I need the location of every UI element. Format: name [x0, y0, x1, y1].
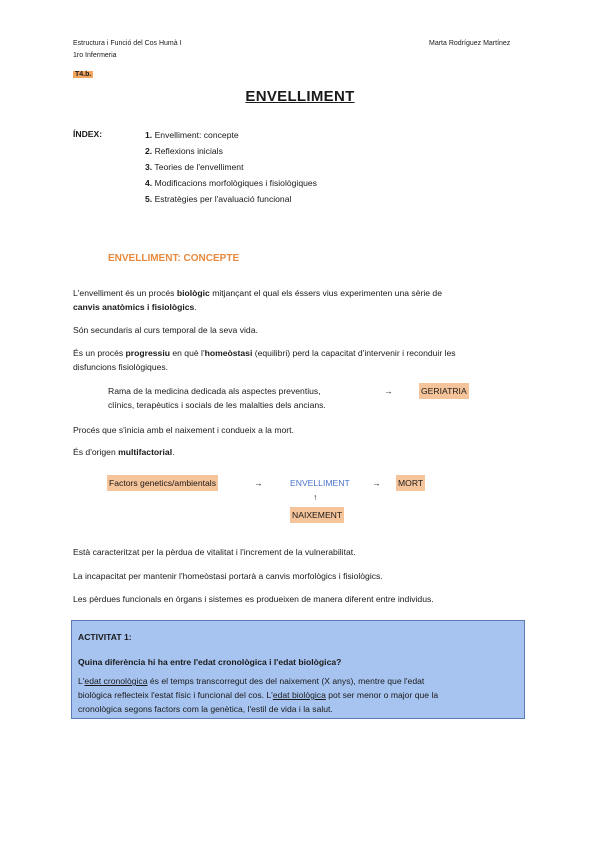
- text-run: en què l': [169, 348, 205, 358]
- index-label: ÍNDEX:: [73, 129, 103, 139]
- activity-answer: [78, 674, 518, 716]
- paragraph-definition: [73, 286, 533, 314]
- text-run: disfuncions fisiològiques.: [73, 362, 169, 372]
- index-text: Modificacions morfològiques i fisiològiques: [154, 178, 317, 188]
- index-item: [145, 127, 317, 143]
- index-item: [145, 143, 317, 159]
- activity-box: [71, 620, 525, 719]
- geriatria-definition: [108, 384, 358, 412]
- text-run: (equilibri) perd la capacitat d'intervenir i reconduir les: [252, 348, 456, 358]
- text-underlined: edat cronològica: [84, 676, 148, 686]
- arrow-up-icon: ↑: [313, 492, 318, 502]
- text-run: biològica reflecteix l'estat físic i funcional del cos. L': [78, 690, 273, 700]
- flow-mort: MORT: [396, 475, 425, 491]
- text-run: L'envelliment és un procés: [73, 288, 177, 298]
- text-run: L': [78, 676, 85, 686]
- geriatria-label: GERIATRIA: [419, 383, 469, 399]
- index-number: 5.: [145, 194, 153, 204]
- index-text: Envelliment: concepte: [154, 130, 239, 140]
- geriatria-line: clínics, terapèutics i socials de les malalties dels ancians.: [108, 400, 326, 410]
- arrow-right-icon: →: [254, 478, 263, 488]
- paragraph-progressive: [73, 346, 533, 374]
- paragraph-secondary: Són secundaris al curs temporal de la seva vida.: [73, 325, 258, 335]
- paragraph-losses: Les pèrdues funcionals en òrgans i sistemes es produeixen de manera diferent entre individus.: [73, 594, 434, 604]
- text-bold: progressiu: [125, 348, 170, 358]
- index-item: [145, 191, 317, 207]
- flow-envelliment: ENVELLIMENT: [290, 478, 350, 488]
- index-text: Reflexions inicials: [154, 146, 223, 156]
- text-run: .: [172, 447, 175, 457]
- activity-title: ACTIVITAT 1:: [78, 632, 132, 642]
- text-run: és el temps transcorregut des del naixement (X anys), mentre que l'edat: [147, 676, 425, 686]
- index-list: [145, 127, 317, 207]
- text-run: .: [194, 302, 197, 312]
- index-text: Teories de l'envelliment: [154, 162, 244, 172]
- index-item: [145, 175, 317, 191]
- text-run: pot ser menor o major que la: [325, 690, 439, 700]
- text-bold: homeòstasi: [204, 348, 253, 358]
- text-run: És d'origen: [73, 447, 119, 457]
- index-number: 3.: [145, 162, 153, 172]
- paragraph-multifactorial: [73, 445, 174, 459]
- paragraph-incapacity: La incapacitat per mantenir l'homeòstasi portarà a canvis morfològics i fisiològics.: [73, 571, 383, 581]
- text-bold: canvis anatòmics i fisiològics: [73, 302, 195, 312]
- arrow-right-icon: →: [372, 478, 381, 488]
- index-number: 4.: [145, 178, 153, 188]
- activity-question: Quina diferència hi ha entre l'edat cronològica i l'edat biològica?: [78, 657, 342, 667]
- text-run: mitjançant el qual els éssers vius experimenten una sèrie de: [209, 288, 442, 298]
- text-underlined: edat biològica: [272, 690, 326, 700]
- section-title: ENVELLIMENT: CONCEPTE: [108, 253, 240, 264]
- text-bold: biològic: [176, 288, 210, 298]
- paragraph-lifespan: Procés que s'inicia amb el naixement i condueix a la mort.: [73, 425, 294, 435]
- page-title: ENVELLIMENT: [245, 88, 355, 105]
- text-run: És un procés: [73, 348, 126, 358]
- index-text: Estratègies per l'avaluació funcional: [154, 194, 292, 204]
- arrow-right-icon: →: [384, 386, 393, 396]
- flow-factors: Factors genetics/ambientals: [107, 475, 218, 491]
- flow-naixement: NAIXEMENT: [290, 507, 344, 523]
- header-course: 1ro Infermeria: [73, 52, 117, 59]
- header-author: Marta Rodríguez Martínez: [429, 40, 511, 47]
- index-number: 1.: [145, 130, 153, 140]
- topic-tag: T4.b.: [75, 71, 92, 78]
- text-run: cronològica segons factors com la genètica, l'estil de vida i la salut.: [78, 704, 333, 714]
- paragraph-characterized: Està caracteritzat per la pèrdua de vitalitat i l'increment de la vulnerabilitat.: [73, 547, 356, 557]
- text-bold: multifactorial: [118, 447, 173, 457]
- header-subject: Estructura i Funció del Cos Humà I: [73, 40, 182, 47]
- index-item: [145, 159, 317, 175]
- index-number: 2.: [145, 146, 153, 156]
- geriatria-line: Rama de la medicina dedicada als aspectes preventius,: [108, 386, 321, 396]
